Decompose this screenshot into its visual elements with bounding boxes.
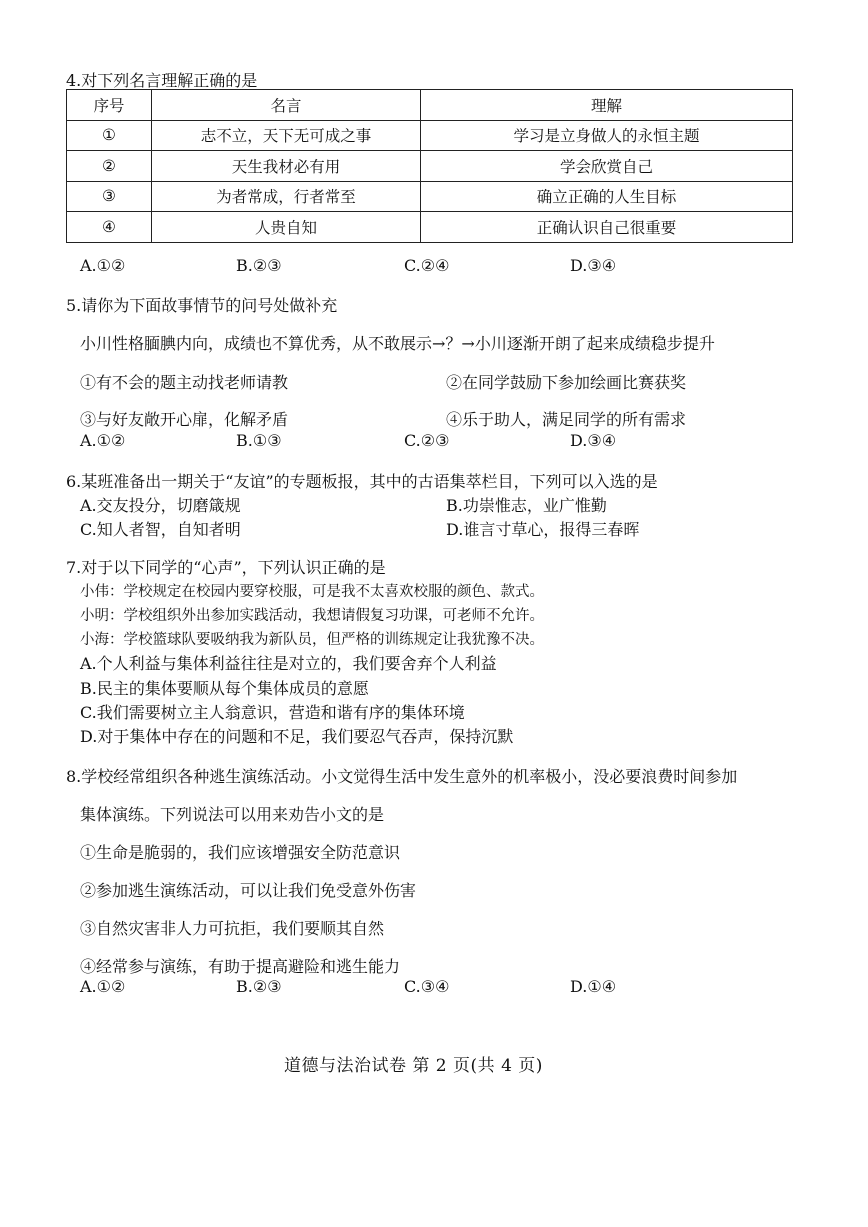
table-row (67, 120, 793, 151)
row-quote: 为者常成，行者常至 (152, 181, 421, 212)
table-row (67, 181, 793, 212)
page-footer: 道德与法治试卷 第 2 页(共 4 页) (284, 1056, 543, 1076)
row-understanding: 学习是立身做人的永恒主题 (421, 120, 793, 151)
q5-item-3: ③与好友敞开心扉，化解矛盾 (80, 410, 289, 429)
q4-option-a: A.①② (80, 256, 126, 275)
row-quote: 志不立，天下无可成之事 (152, 120, 421, 151)
row-index: ③ (67, 181, 152, 212)
q8-option-b: B.②③ (236, 977, 282, 996)
q7-option-c: C.我们需要树立主人翁意识，营造和谐有序的集体环境 (80, 703, 465, 722)
q5-story: 小川性格腼腆内向，成绩也不算优秀，从不敢展示→？→小川逐渐开朗了起来成绩稳步提升 (80, 334, 715, 353)
q7-voice-xiaoming: 小明：学校组织外出参加实践活动，我想请假复习功课，可老师不允许。 (80, 608, 544, 624)
q8-item-1: ①生命是脆弱的，我们应该增强安全防范意识 (80, 843, 401, 862)
q5-title: 5.请你为下面故事情节的问号处做补充 (66, 296, 338, 315)
q7-option-b: B.民主的集体要顺从每个集体成员的意愿 (80, 679, 369, 698)
q7-title: 7.对于以下同学的“心声”，下列认识正确的是 (66, 558, 386, 577)
q6-option-a: A.交友投分，切磨箴规 (80, 496, 241, 515)
q6-option-c: C.知人者智，自知者明 (80, 520, 241, 539)
row-understanding: 学会欣赏自己 (421, 151, 793, 182)
row-understanding: 正确认识自己很重要 (421, 212, 793, 243)
q5-item-1: ①有不会的题主动找老师请教 (80, 373, 289, 392)
q6-option-b: B.功崇惟志，业广惟勤 (446, 496, 607, 515)
header-index: 序号 (67, 90, 152, 121)
header-quote: 名言 (152, 90, 421, 121)
row-index: ④ (67, 212, 152, 243)
q4-option-b: B.②③ (236, 256, 282, 275)
q5-option-c: C.②③ (404, 431, 450, 450)
q7-option-d: D.对于集体中存在的问题和不足，我们要忍气吞声，保持沉默 (80, 727, 514, 746)
q7-voice-xiaohai: 小海：学校篮球队要吸纳我为新队员，但严格的训练规定让我犹豫不决。 (80, 632, 544, 648)
q8-option-a: A.①② (80, 977, 126, 996)
row-index: ② (67, 151, 152, 182)
row-quote: 人贵自知 (152, 212, 421, 243)
table-row (67, 151, 793, 182)
q5-item-4: ④乐于助人，满足同学的所有需求 (446, 410, 687, 429)
q4-title: 4.对下列名言理解正确的是 (66, 71, 258, 90)
q5-option-b: B.①③ (236, 431, 282, 450)
q8-option-d: D.①④ (570, 977, 617, 996)
header-understanding: 理解 (421, 90, 793, 121)
q6-option-d: D.谁言寸草心，报得三春晖 (446, 520, 640, 539)
q5-option-d: D.③④ (570, 431, 617, 450)
q6-title: 6.某班准备出一期关于“友谊”的专题板报，其中的古语集萃栏目，下列可以入选的是 (66, 472, 658, 491)
q8-item-4: ④经常参与演练，有助于提高避险和逃生能力 (80, 957, 401, 976)
q8-item-3: ③自然灾害非人力可抗拒，我们要顺其自然 (80, 919, 385, 938)
q8-title-line1: 8.学校经常组织各种逃生演练活动。小文觉得生活中发生意外的机率极小，没必要浪费时间参加 (66, 767, 738, 786)
row-quote: 天生我材必有用 (152, 151, 421, 182)
row-understanding: 确立正确的人生目标 (421, 181, 793, 212)
q5-item-2: ②在同学鼓励下参加绘画比赛获奖 (446, 373, 687, 392)
q8-title-line2: 集体演练。下列说法可以用来劝告小文的是 (80, 805, 385, 824)
q8-item-2: ②参加逃生演练活动，可以让我们免受意外伤害 (80, 881, 417, 900)
q8-option-c: C.③④ (404, 977, 450, 996)
q7-voice-xiaowei: 小伟：学校规定在校园内要穿校服，可是我不太喜欢校服的颜色、款式。 (80, 584, 544, 600)
q5-option-a: A.①② (80, 431, 126, 450)
q4-option-d: D.③④ (570, 256, 617, 275)
row-index: ① (67, 120, 152, 151)
q4-option-c: C.②④ (404, 256, 450, 275)
table-row (67, 212, 793, 243)
quote-table (66, 89, 793, 243)
table-header-row (67, 90, 793, 121)
q7-option-a: A.个人利益与集体利益往往是对立的，我们要舍弃个人利益 (80, 654, 497, 673)
